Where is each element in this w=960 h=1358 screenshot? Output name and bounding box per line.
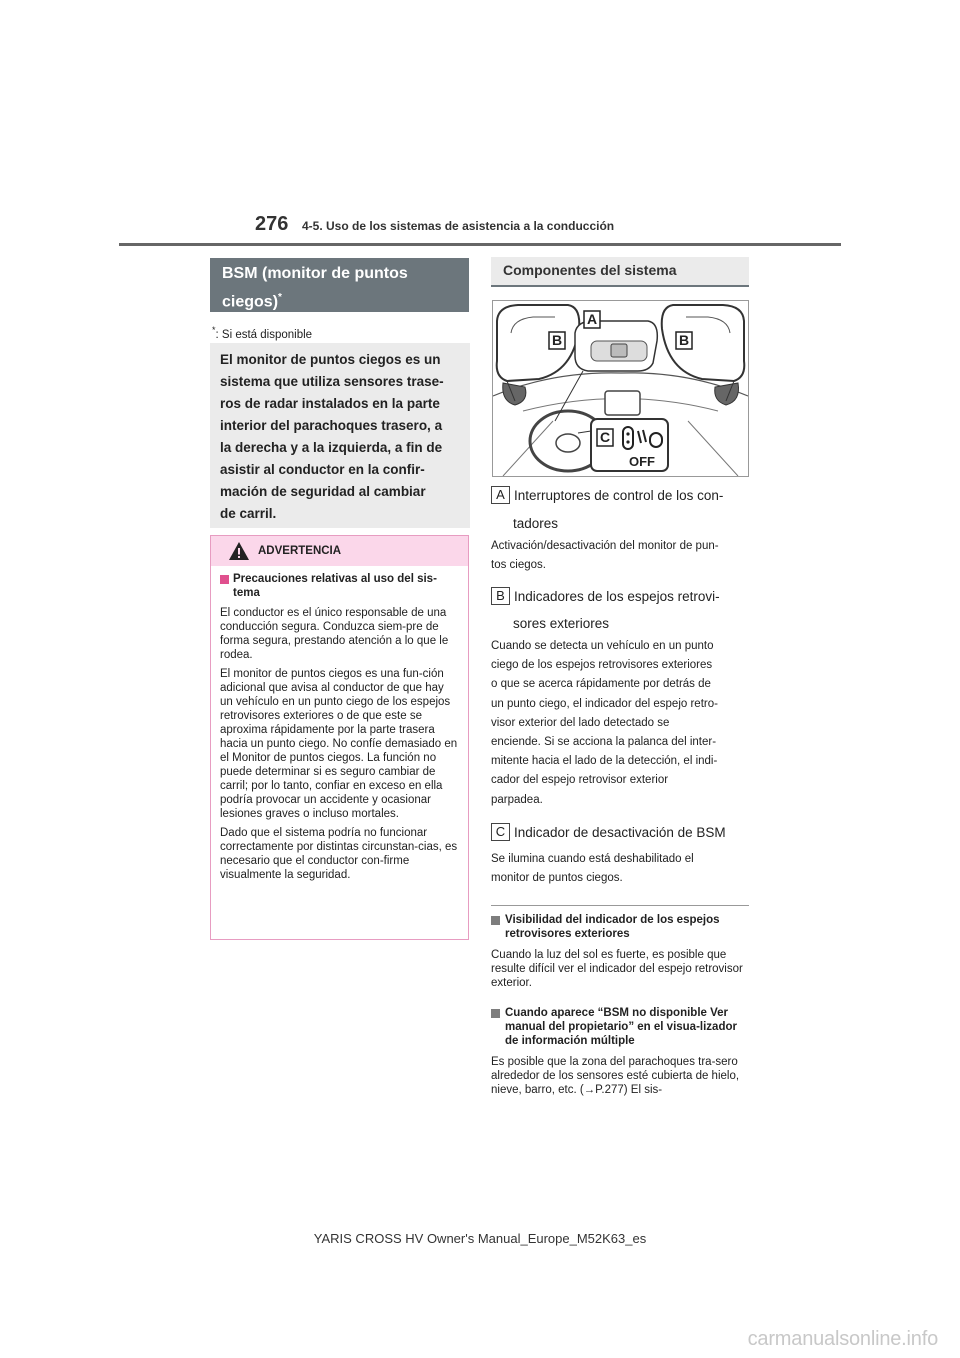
section-title: 4-5. Uso de los sistemas de asistencia a la conducción <box>302 219 615 233</box>
figure-label-off: OFF <box>629 454 655 469</box>
components-title: Componentes del sistema <box>491 257 749 287</box>
warning-paragraph: Dado que el sistema podría no funcionar correctamente por distintas circunstan-cias, es necesario que el conductor con-firme visualmente la seguridad. <box>220 827 458 881</box>
note-text: Cuando la luz del sol es fuerte, es posible que resulte difícil ver el indicador del espejo retrovisor exterior. <box>491 949 743 989</box>
figure-label-c: C <box>599 429 611 445</box>
intro-box <box>210 343 470 528</box>
warning-body <box>211 566 468 882</box>
note-subtitle: Cuando aparece “BSM no disponible Ver manual del propietario” en el visua-lizador de información múltiple <box>491 1006 753 1048</box>
item-a-title: A Interruptores de control de los con- <box>491 481 723 511</box>
dashboard-illustration <box>493 301 748 476</box>
footnote <box>212 325 312 341</box>
item-letter-c: C <box>491 823 510 841</box>
item-a-desc: Activación/desactivación del monitor de pun- tos ciegos. <box>491 540 719 572</box>
footnote-mark: * <box>212 325 216 335</box>
dashboard-figure <box>492 300 749 477</box>
figure-label-b-left: B <box>551 332 563 348</box>
divider <box>491 905 749 906</box>
footnote-text: : Si está disponible <box>215 328 313 341</box>
intro-line: de carril. <box>220 506 277 521</box>
item-letter-b: B <box>491 587 510 605</box>
manual-footer: YARIS CROSS HV Owner's Manual_Europe_M52K63_es <box>313 1231 647 1246</box>
note-text: Es posible que la zona del parachoques tra-sero alrededor de los sensores esté cubierta de hielo, nieve, barro, etc. (→P.277) El sis- <box>491 1056 740 1096</box>
warning-paragraph: El monitor de puntos ciegos es una fun-ción adicional que avisa al conductor de que hay un vehículo en un punto ciego de los espejos retrovisores exteriores o de que este se aproxima rápidamente por la parte trasera hacia un punto ciego. No confíe demasiado en el Monitor de puntos ciegos. La función no puede determinar si es seguro cambiar de carril; por lo tanto, confiar en exceso en ella podría provocar un accidente y ocasionar lesiones graves o incluso mortales. <box>220 668 458 820</box>
item-letter-a: A <box>491 486 510 504</box>
bsm-title-line2: ciegos)* <box>222 292 282 311</box>
watermark: carmanualsonline.info <box>747 1328 938 1350</box>
intro-line: la derecha y a la izquierda, a fin de <box>220 440 443 455</box>
intro-line: ros de radar instalados en la parte <box>220 396 440 411</box>
figure-label-b-right: B <box>678 332 690 348</box>
item-b-desc: Cuando se detecta un vehículo en un punto ciego de los espejos retrovisores exteriores o que se acerca rápidamente por detrás de un punto ciego, el indicador del espejo retro- visor exterior del lado detectado se enciende. Si se acciona la palanca del inter- mitente hacia el lado de la detección, el indi- cador del espejo retrovisor exterior parpadea. <box>491 640 718 806</box>
item-c-desc: Se ilumina cuando está deshabilitado el monitor de puntos ciegos. <box>491 853 694 885</box>
intro-line: asistir al conductor en la confir- <box>220 462 425 477</box>
warning-triangle-icon <box>228 541 250 561</box>
intro-line: sistema que utiliza sensores trase- <box>220 374 444 389</box>
warning-label: ADVERTENCIA <box>258 545 342 557</box>
page-number: 276 <box>255 213 289 235</box>
item-b-title: B Indicadores de los espejos retrovi- <box>491 582 720 612</box>
header-rule <box>119 243 841 246</box>
bsm-title-mark: * <box>278 292 282 303</box>
item-a-title-cont: tadores <box>513 516 559 531</box>
warning-subtitle: Precauciones relativas al uso del sis-tema <box>220 572 459 600</box>
note-subtitle: Visibilidad del indicador de los espejos retrovisores exteriores <box>491 913 753 941</box>
intro-line: El monitor de puntos ciegos es un <box>220 352 441 367</box>
warning-box <box>210 535 469 940</box>
item-b-title-cont: sores exteriores <box>513 616 610 631</box>
intro-line: interior del parachoques trasero, a <box>220 418 443 433</box>
figure-label-a: A <box>586 311 598 327</box>
item-c-title: C Indicador de desactivación de BSM <box>491 818 726 848</box>
bsm-title-line1: BSM (monitor de puntos <box>222 265 408 282</box>
intro-line: mación de seguridad al cambiar <box>220 484 426 499</box>
warning-paragraph: El conductor es el único responsable de una conducción segura. Conduzca siem-pre de forma segura, prestando atención a lo que le rodea. <box>220 607 449 661</box>
bsm-title-box <box>210 258 469 312</box>
warning-header <box>211 536 468 566</box>
